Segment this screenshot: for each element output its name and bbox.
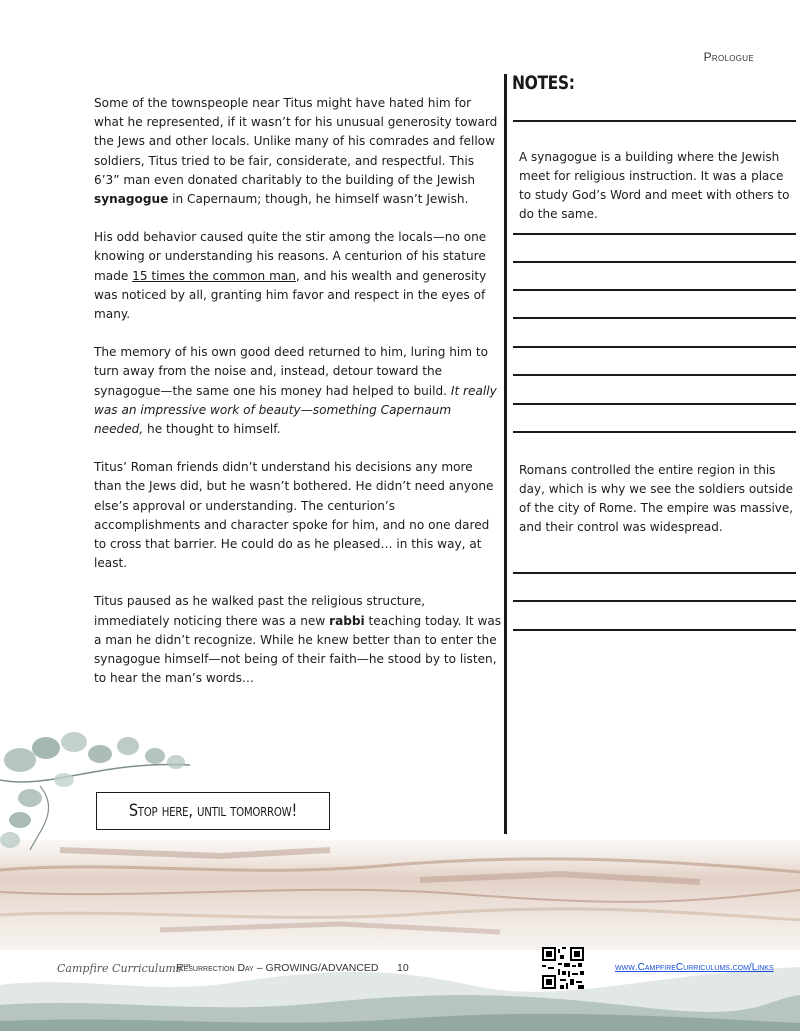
stop-here-banner: Stop here, until tomorrow!	[96, 792, 330, 830]
footer-website-link[interactable]: www.CampfireCurriculums.com/Links	[615, 962, 774, 973]
story-text	[94, 94, 502, 707]
paragraph-5: Titus paused as he walked past the religious structure, immediately noticing there was a new rabbi teaching today. It was a man he didn’t recognize. While he knew better than to enter the synagogue himself—not being of their faith—he stood by to listen, to hear the man’s words…	[94, 594, 502, 686]
eucalyptus-leaves-icon	[0, 720, 200, 860]
note-romans: Romans controlled the entire region in this day, which is why we see the soldiers outside of the city of Rome. The empire was massive, and their control was widespread.	[519, 463, 794, 534]
footer-course-title: Resurrection Day – GROWING/ADVANCED	[176, 962, 379, 974]
underlined-phrase: 15 times the common man	[132, 268, 296, 283]
column-divider	[504, 74, 507, 834]
term-rabbi: rabbi	[329, 613, 365, 628]
footer-brand: Campfire Curriculums™	[57, 962, 193, 975]
note-line	[513, 403, 796, 405]
section-label: Prologue	[703, 50, 754, 64]
note-line	[513, 261, 796, 263]
paragraph-3: The memory of his own good deed returned to him, luring him to turn away from the noise and, instead, detour toward the synagogue—the same one his money had helped to build. It really was an impressive work of beauty—something Capernaum needed, he thought to himself.	[94, 345, 497, 437]
note-line	[513, 431, 796, 433]
note-line	[513, 374, 796, 376]
paragraph-1: Some of the townspeople near Titus might have hated him for what he represented, if it wasn’t for his unusual generosity toward the Jews and other locals. Unlike many of his comrades and fellow soldiers, Titus tried to be fair, considerate, and respectful. This 6’3” man even donated charitably to the building of the Jewish synagogue in Capernaum; though, he himself wasn’t Jewish.	[94, 96, 498, 207]
watercolor-footer-decoration	[0, 945, 800, 1031]
page-number: 10	[397, 962, 409, 974]
note-line	[513, 346, 796, 348]
notes-title: NOTES:	[512, 72, 575, 94]
note-line	[513, 120, 796, 122]
note-line	[513, 317, 796, 319]
qr-code-icon[interactable]	[542, 947, 584, 989]
note-line	[513, 629, 796, 631]
note-line	[513, 572, 796, 574]
note-line	[513, 600, 796, 602]
note-line	[513, 233, 796, 235]
paragraph-2: His odd behavior caused quite the stir among the locals—no one knowing or understanding his reasons. A centurion of his stature made 15 times the common man, and his wealth and generosity was noticed by all, granting him favor and respect in the eyes of many.	[94, 230, 487, 322]
italic-thought: It really was an impressive work of beauty—something Capernaum needed,	[94, 383, 497, 437]
note-synagogue: A synagogue is a building where the Jewish meet for religious instruction. It was a place to study God’s Word and meet with others to do the same.	[519, 150, 790, 221]
term-synagogue: synagogue	[94, 192, 169, 207]
paragraph-4: Titus’ Roman friends didn’t understand his decisions any more than the Jews did, but he wasn’t bothered. He didn’t need anyone else’s approval or understanding. The centurion’s accomplishments and character spoke for him, and no one dared to cross that barrier. He could do as he pleased… in this way, at least.	[94, 460, 494, 571]
note-line	[513, 289, 796, 291]
